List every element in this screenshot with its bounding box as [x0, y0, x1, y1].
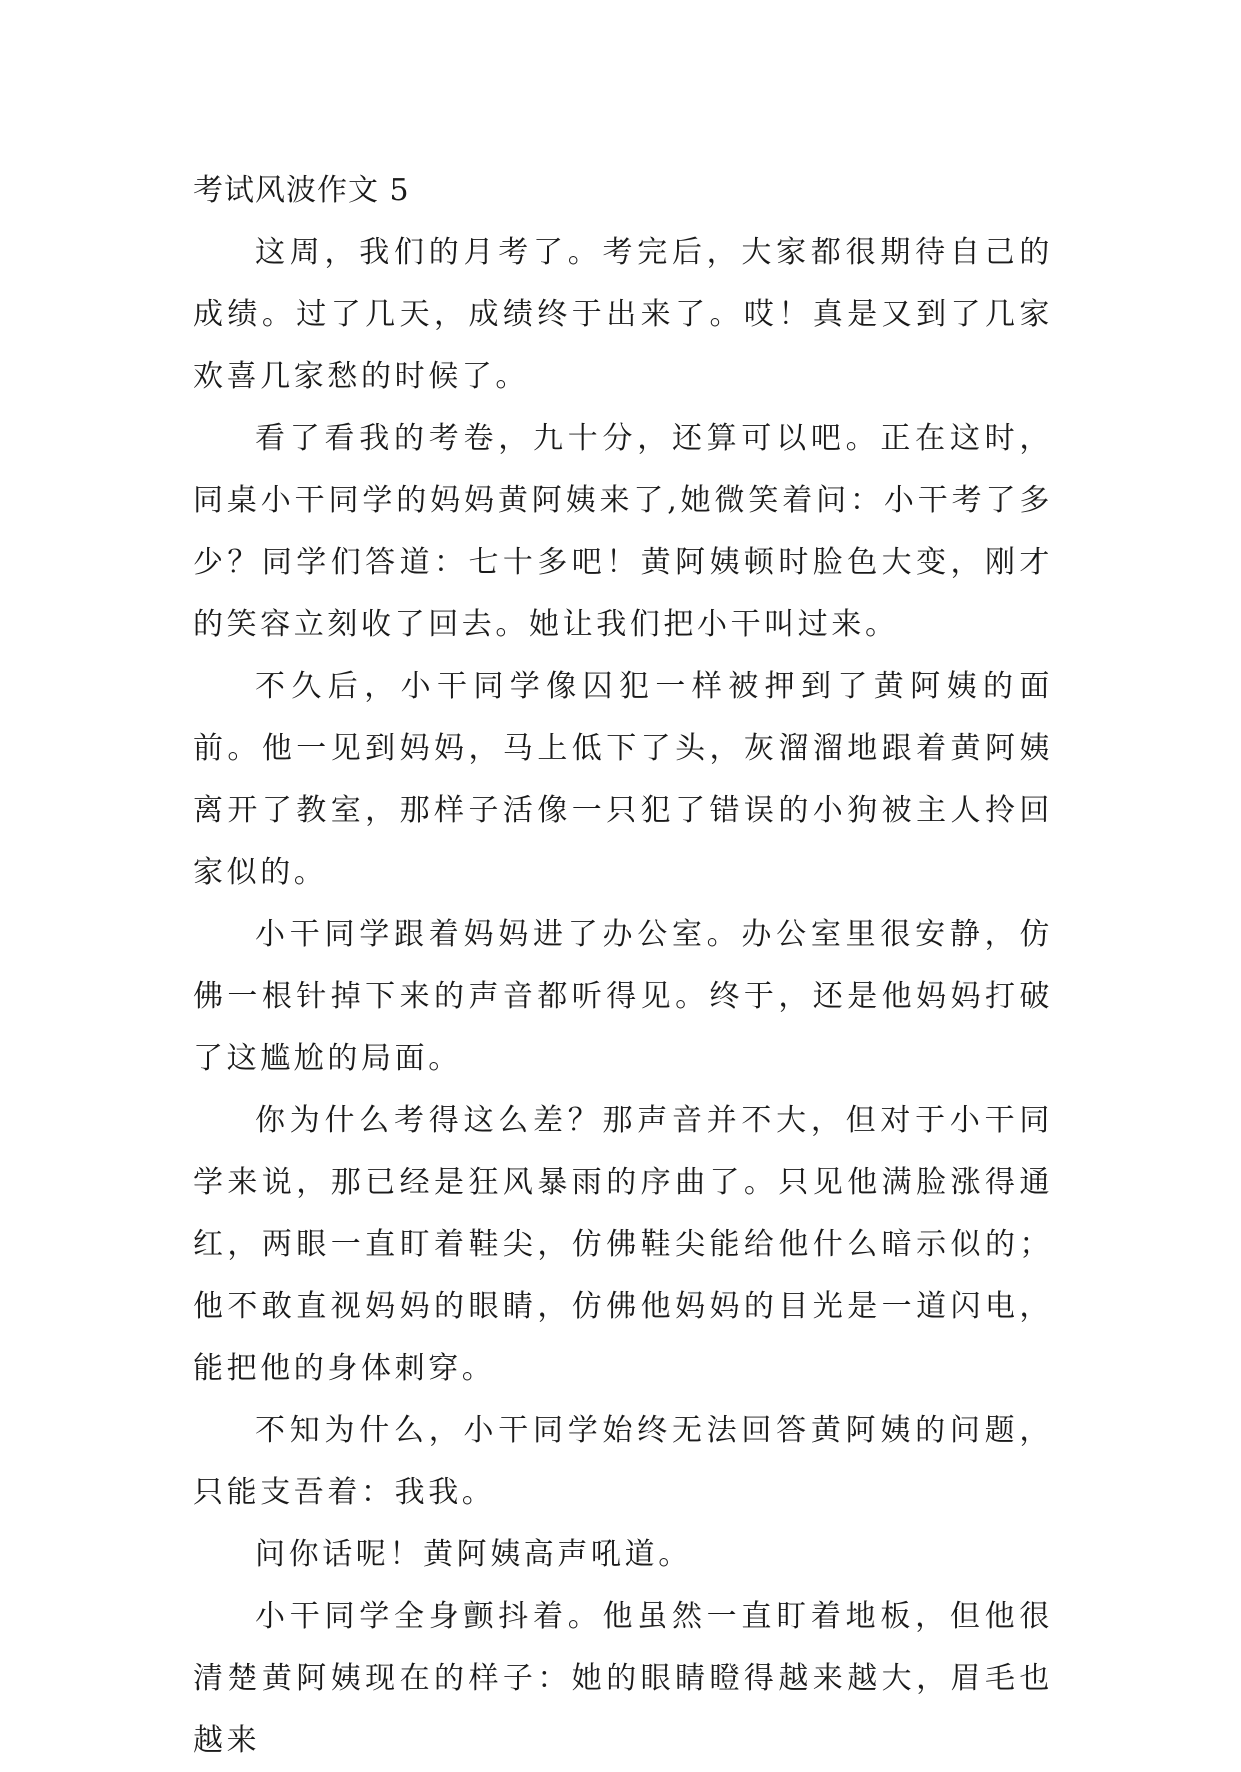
- paragraph: 看了看我的考卷，九十分，还算可以吧。正在这时，同桌小干同学的妈妈黄阿姨来了,她微笑着问：小干考了多少？同学们答道：七十多吧！黄阿姨顿时脸色大变，刚才的笑容立刻收了回去。她让我们把小干叫过来。: [193, 421, 1053, 642]
- paragraph: 这周，我们的月考了。考完后，大家都很期待自己的成绩。过了几天，成绩终于出来了。哎！真是又到了几家欢喜几家愁的时候了。: [193, 235, 1053, 394]
- paragraph: 不知为什么，小干同学始终无法回答黄阿姨的问题，只能支吾着：我我。: [193, 1413, 1053, 1510]
- document-title: 考试风波作文 5: [193, 173, 410, 208]
- document-body: [193, 160, 1053, 1772]
- paragraph: 小干同学跟着妈妈进了办公室。办公室里很安静，仿佛一根针掉下来的声音都听得见。终于，还是他妈妈打破了这尴尬的局面。: [193, 917, 1053, 1076]
- paragraph: 不久后，小干同学像囚犯一样被押到了黄阿姨的面前。他一见到妈妈，马上低下了头，灰溜溜地跟着黄阿姨离开了教室，那样子活像一只犯了错误的小狗被主人拎回家似的。: [193, 669, 1053, 890]
- paragraph: 问你话呢！黄阿姨高声吼道。: [255, 1537, 692, 1572]
- paragraph: 你为什么考得这么差？那声音并不大，但对于小干同学来说，那已经是狂风暴雨的序曲了。只见他满脸涨得通红，两眼一直盯着鞋尖，仿佛鞋尖能给他什么暗示似的；他不敢直视妈妈的眼睛，仿佛他妈妈的目光是一道闪电，能把他的身体刺穿。: [193, 1103, 1053, 1386]
- paragraph: 小干同学全身颤抖着。他虽然一直盯着地板，但他很清楚黄阿姨现在的样子：她的眼睛瞪得越来越大，眉毛也越来: [193, 1599, 1053, 1758]
